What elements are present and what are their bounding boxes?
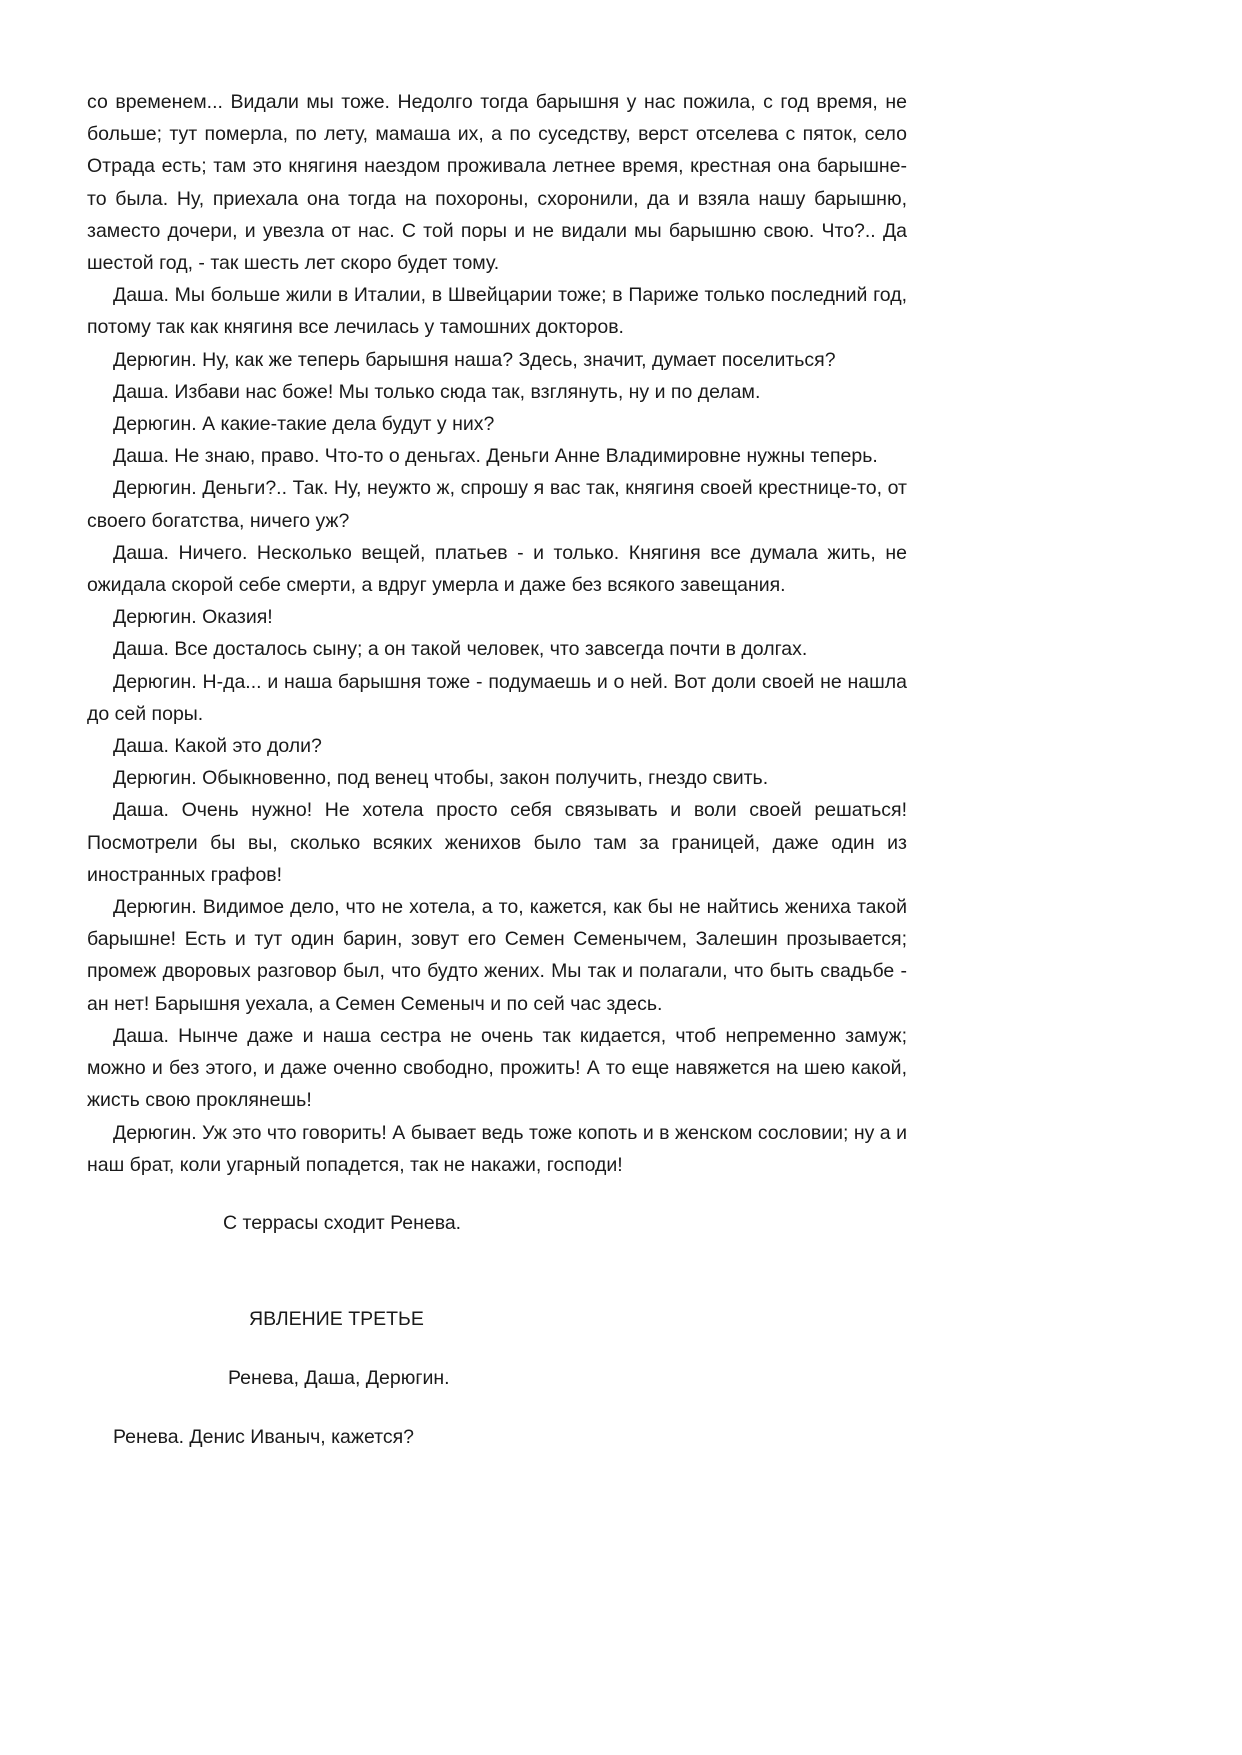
paragraph-deryugin-2: Дерюгин. А какие-такие дела будут у них? xyxy=(113,413,495,436)
document-page xyxy=(87,86,907,1453)
paragraph-reneva-1: Ренева. Денис Иваныч, кажется? xyxy=(113,1425,415,1448)
paragraph-deryugin-6: Дерюгин. Обыкновенно, под венец чтобы, закон получить, гнездо свить. xyxy=(113,767,769,790)
paragraph-dasha-5: Даша. Все досталось сыну; а он такой человек, что завсегда почти в долгах. xyxy=(113,638,808,661)
paragraph-dasha-1: Даша. Мы больше жили в Италии, в Швейцарии тоже; в Париже только последний год, потому так как княгиня все лечилась у тамошних докторов. xyxy=(87,284,907,339)
stage-direction: С террасы сходит Ренева. xyxy=(223,1211,462,1234)
paragraph-narration: со временем... Видали мы тоже. Недолго тогда барышня у нас пожила, с год время, не больше; тут померла, по лету, мамаша их, а по суседству, верст отселева с пяток, село Отрада есть; там это княгиня наездом проживала летнее время, крестная она барышне-то была. Ну, приехала она тогда на похороны, схоронили, да и взяла нашу барышню, заместо дочери, и увезла от нас. С той поры и не видали мы барышню свою. Что?.. Да шестой год, - так шесть лет скоро будет тому. xyxy=(87,91,907,275)
paragraph-dasha-2: Даша. Избави нас боже! Мы только сюда так, взглянуть, ну и по делам. xyxy=(113,380,761,403)
paragraph-dasha-7: Даша. Очень нужно! Не хотела просто себя связывать и воли своей решаться! Посмотрели бы вы, сколько всяких женихов было там за границей, даже один из иностранных графов! xyxy=(87,799,907,886)
paragraph-deryugin-1: Дерюгин. Ну, как же теперь барышня наша? Здесь, значит, думает поселиться? xyxy=(113,348,836,371)
paragraph-deryugin-8: Дерюгин. Уж это что говорить! А бывает ведь тоже копоть и в женском сословии; ну а и наш брат, коли угарный попадется, так не накажи, господи! xyxy=(87,1121,907,1176)
paragraph-dasha-8: Даша. Нынче даже и наша сестра не очень так кидается, чтоб непременно замуж; можно и без этого, и даже оченно свободно, прожить! А то еще навяжется на шею какой, жисть свою проклянешь! xyxy=(87,1024,907,1112)
cast-list: Ренева, Даша, Дерюгин. xyxy=(228,1367,450,1390)
paragraph-dasha-4: Даша. Ничего. Несколько вещей, платьев - и только. Княгиня все думала жить, не ожидала скорой себе смерти, а вдруг умерла и даже без всякого завещания. xyxy=(87,541,907,597)
paragraph-deryugin-4: Дерюгин. Оказия! xyxy=(113,606,273,629)
paragraph-deryugin-3: Дерюгин. Деньги?.. Так. Ну, неужто ж, спрошу я вас так, княгиня своей крестнице-то, от своего богатства, ничего уж? xyxy=(87,477,907,532)
scene-title: ЯВЛЕНИЕ ТРЕТЬЕ xyxy=(249,1308,424,1331)
paragraph-deryugin-5: Дерюгин. Н-да... и наша барышня тоже - подумаешь и о ней. Вот доли своей не нашла до сей поры. xyxy=(87,670,907,725)
paragraph-dasha-3: Даша. Не знаю, право. Что-то о деньгах. Деньги Анне Владимировне нужны теперь. xyxy=(113,445,878,468)
paragraph-deryugin-7: Дерюгин. Видимое дело, что не хотела, а то, кажется, как бы не найтись жениха такой барышне! Есть и тут один барин, зовут его Семен Семенычем, Залешин прозывается; промеж дворовых разговор был, что будто жених. Мы так и полагали, что быть свадьбе - ан нет! Барышня уехала, а Семен Семеныч и по сей час здесь. xyxy=(87,896,907,1015)
paragraph-dasha-6: Даша. Какой это доли? xyxy=(113,735,322,758)
